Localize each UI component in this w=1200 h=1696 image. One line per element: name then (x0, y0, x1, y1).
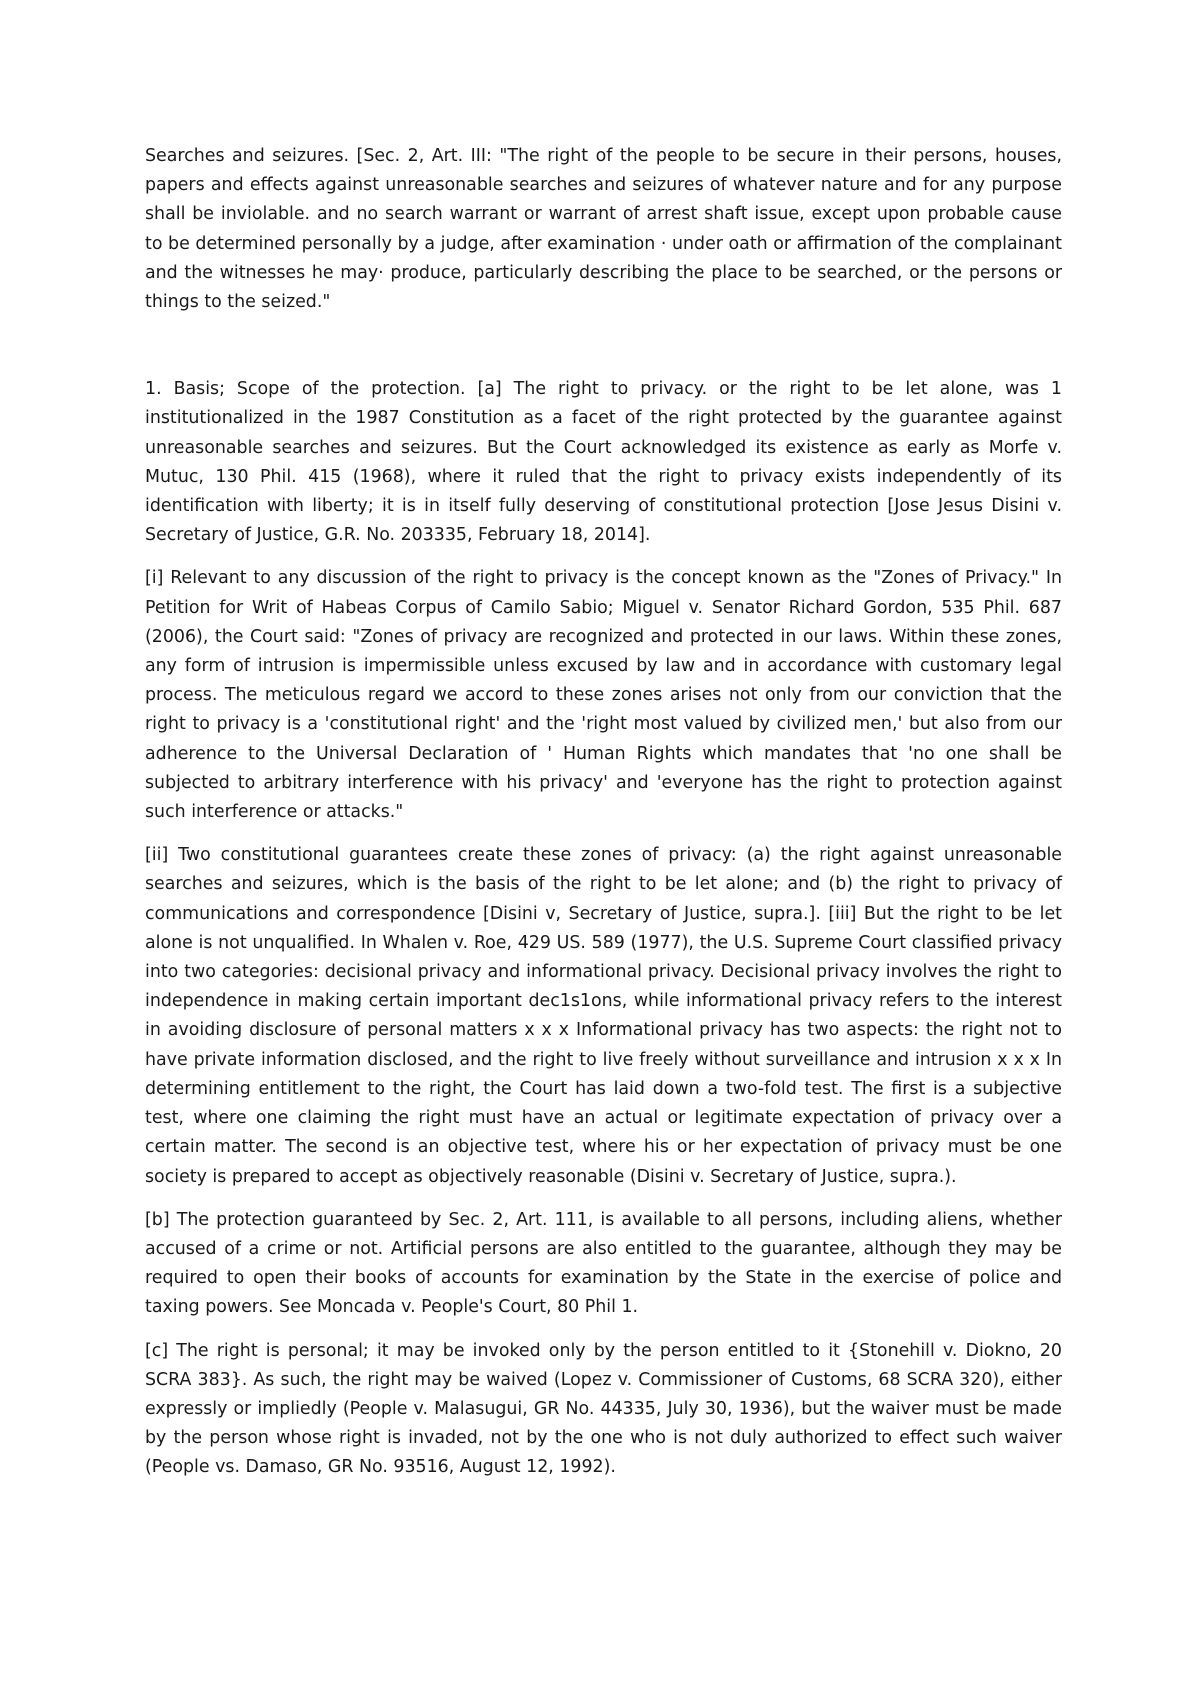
paragraph-right-is-personal: [c] The right is personal; it may be invoked only by the person entitled to it {Stonehill v. Diokno, 20 SCRA 383}. As such, the right may be waived (Lopez v. Commissioner of Customs, 68 SCRA 320), either expressly or impliedly (People v. Malasugui, GR No. 44335, July 30, 1936), but the waiver must be made by the person whose right is invaded, not by the one who is not duly authorized to effect such waiver (People vs. Damaso, GR No. 93516, August 12, 1992). (145, 1340, 1062, 1478)
paragraph-protection-all-persons: [b] The protection guaranteed by Sec. 2, Art. 111, is available to all persons, including aliens, whether accused of a crime or not. Artificial persons are also entitled to the guarantee, although they may be required to open their books of accounts for examination by the State in the exercise of police and taxing powers. See Moncada v. People's Court, 80 Phil 1. (145, 1209, 1062, 1318)
paragraph-zones-of-privacy: [i] Relevant to any discussion of the right to privacy is the concept known as the "Zones of Privacy." In Petition for Writ of Habeas Corpus of Camilo Sabio; Miguel v. Senator Richard Gordon, 535 Phil. 687 (2006), the Court said: "Zones of privacy are recognized and protected in our laws. Within these zones, any form of intrusion is impermissible unless excused by law and in accordance with customary legal process. The meticulous regard we accord to these zones arises not only from our conviction that the right to privacy is a 'constitutional right' and the 'right most valued by civilized men,' but also from our adherence to the Universal Declaration of ' Human Rights which mandates that 'no one shall be subjected to arbitrary interference with his privacy' and 'everyone has the right to protection against such interference or attacks." (145, 568, 1062, 823)
paragraph-constitutional-guarantees: [ii] Two constitutional guarantees create these zones of privacy: (a) the right against unreasonable searches and seizures, which is the basis of the right to be let alone; and (b) the right to privacy of communications and correspondence [Disini v, Secretary of Justice, supra.]. [iii] But the right to be let alone is not unqualified. In Whalen v. Roe, 429 US. 589 (1977), the U.S. Supreme Court classified privacy into two categories: decisional privacy and informational privacy. Decisional privacy involves the right to independence in making certain important dec1s1ons, while informational privacy refers to the interest in avoiding disclosure of personal matters x x x Informational privacy has two aspects: the right not to have private information disclosed, and the right to live freely without surveillance and intrusion x x x In determining entitlement to the right, the Court has laid down a two-fold test. The first is a subjective test, where one claiming the right must have an actual or legitimate expectation of privacy over a certain matter. The second is an objective test, where his or her expectation of privacy must be one society is prepared to accept as objectively reasonable (Disini v. Secretary of Justice, supra.). (145, 845, 1062, 1187)
paragraph-basis-scope: 1. Basis; Scope of the protection. [a] The right to privacy. or the right to be let alone, was 1 institutionalized in the 1987 Constitution as a facet of the right protected by the guarantee against unreasonable searches and seizures. But the Court acknowledged its existence as early as Morfe v. Mutuc, 130 Phil. 415 (1968), where it ruled that the right to privacy exists independently of its identification with liberty; it is in itself fully deserving of constitutional protection [Jose Jesus Disini v. Secretary of Justice, G.R. No. 203335, February 18, 2014]. (145, 379, 1062, 546)
paragraph-searches-and-seizures: Searches and seizures. [Sec. 2, Art. III: "The right of the people to be secure in their persons, houses, papers and effects against unreasonable searches and seizures of whatever nature and for any purpose shall be inviolable. and no search warrant or warrant of arrest shaft issue, except upon probable cause to be determined personally by a judge, after examination · under oath or affirmation of the complainant and the witnesses he may· produce, particularly describing the place to be searched, or the persons or things to the seized." (145, 146, 1062, 313)
